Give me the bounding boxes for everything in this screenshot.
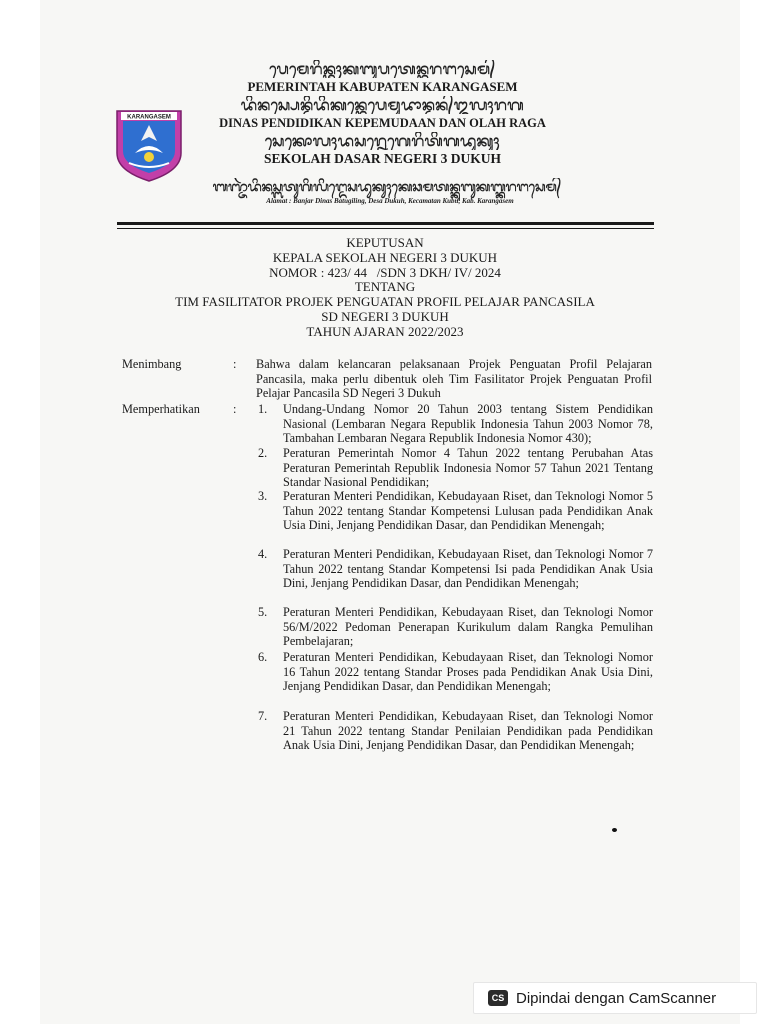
list-item-number: 7.: [258, 709, 268, 723]
title-keputusan: KEPUTUSAN: [346, 235, 424, 250]
letterhead-balinese-script-3: ᬲᬾᬓᭀᬮᬄᬤᬲᬭ᭄ᬦᬾᬕᬾᬭᬶᬢᬶᬕᬤᬸᬓᬸᬄ: [264, 132, 501, 150]
title-issuer: KEPALA SEKOLAH NEGERI 3 DUKUH: [272, 249, 498, 265]
list-item-number: 1.: [258, 402, 268, 416]
letterhead-balinese-script-1: ᬧᬾᬫᬾᬭᬶᬦ᭄ᬢᬄᬓᬩᬸᬧᬢᬾᬦ᭄ᬓᬭᬗᬲᬾᬫ᭄: [269, 60, 496, 78]
karangasem-regency-emblem: [113, 107, 185, 183]
memperhatikan-colon: :: [233, 402, 237, 416]
list-item-text: Peraturan Menteri Pendidikan, Kebudayaan Riset, dan Teknologi Nomor 21 Tahun 2022 tentang Standar Penilaian Pendidikan pada Pendidikan Anak Usia Dini, Jenjang Pendidikan Dasar, dan Pendidikan Menengah;: [283, 709, 653, 753]
list-item-text: Peraturan Menteri Pendidikan, Kebudayaan Riset, dan Teknologi Nomor 7 Tahun 2022 tentang Standar Kompetensi Isi pada Pendidikan Anak Usia Dini, Jenjang Pendidikan Dasar, dan Pendidikan Menengah;: [283, 547, 653, 591]
letterhead-balinese-address: ᬩᬜ᭄ᬚᬃᬤᬶᬦᬲ᭄ᬩᬢᬸᬕᬶᬮᬶᬗ᭄ᬤᬾᬲᬤᬸᬓᬸᬄᬓᬾᬘᬫᬢᬦ᭄ᬓᬸᬩᬸᬓᬩ᭄ᬓᬭᬗᬲᬾᬫ᭄: [212, 180, 562, 195]
camscanner-label: Dipindai dengan CamScanner: [516, 989, 717, 1007]
decree-title: [140, 236, 630, 340]
letterhead-government: PEMERINTAH KABUPATEN KARANGASEM: [247, 79, 518, 94]
title-school: SD NEGERI 3 DUKUH: [321, 308, 449, 324]
title-academic-year: TAHUN AJARAN 2022/2023: [306, 323, 464, 339]
letterhead-address: Alamat : Banjar Dinas Batugiling, Desa Dukuh, Kecamatan Kubu, Kab. Karangasem: [266, 197, 514, 205]
letterhead: [190, 60, 575, 168]
list-item-number: 3.: [258, 489, 268, 503]
list-item-number: 4.: [258, 547, 268, 561]
letterhead-agency: DINAS PENDIDIKAN KEPEMUDAAN DAN OLAH RAGA: [219, 116, 546, 130]
list-item-number: 6.: [258, 650, 268, 664]
title-subject: TIM FASILITATOR PROJEK PENGUATAN PROFIL PELAJAR PANCASILA: [175, 294, 595, 310]
menimbang-colon: :: [233, 357, 237, 371]
camscanner-icon: CS: [488, 990, 508, 1006]
list-item-number: 5.: [258, 605, 268, 619]
ink-speck: [612, 828, 617, 832]
list-item-number: 2.: [258, 446, 268, 460]
logo-text: KARANGASEM: [127, 114, 171, 121]
title-number: NOMOR : 423/ 44 /SDN 3 DKH/ IV/ 2024: [269, 264, 501, 280]
title-tentang: TENTANG: [354, 279, 416, 295]
camscanner-watermark: [473, 982, 757, 1014]
menimbang-label: Menimbang: [122, 357, 182, 371]
list-item-text: Peraturan Menteri Pendidikan, Kebudayaan Riset, dan Teknologi Nomor 5 Tahun 2022 tentang Standar Kompetensi Lulusan pada Pendidikan Anak Usia Dini, Jenjang Pendidikan Dasar, dan Pendidikan Menengah;: [283, 489, 653, 533]
letterhead-balinese-script-2: ᬤᬶᬦᬲ᭄ᬧᬾᬦ᭄ᬤᬶᬤᬶᬓᬦ᭄ᬓᬾᬧᬾᬫᬸᬤᬵᬦ᭄ᬤᬦ᭄ᬑᬮᬄᬭᬕ: [240, 96, 525, 114]
list-item-text: Peraturan Menteri Pendidikan, Kebudayaan Riset, dan Teknologi Nomor 56/M/2022 Pedoman Penerapan Kurikulum dalam Rangka Pemulihan Pembelajaran;: [283, 605, 653, 649]
memperhatikan-label: Memperhatikan: [122, 402, 200, 416]
list-item-text: Peraturan Menteri Pendidikan, Kebudayaan Riset, dan Teknologi Nomor 16 Tahun 2022 tentang Standar Proses pada Pendidikan Anak Usia Dini, Jenjang Pendidikan Dasar, dan Pendidikan Menengah;: [283, 650, 653, 694]
letterhead-divider-thick: [117, 222, 654, 225]
menimbang-text: Bahwa dalam kelancaran pelaksanaan Projek Penguatan Profil Pelajaran Pancasila, maka perlu dibentuk oleh Tim Fasilitator Projek Penguatan Profil Pelajar Pancasila SD Negeri 3 Dukuh: [256, 357, 652, 401]
list-item-text: Peraturan Pemerintah Nomor 4 Tahun 2022 tentang Perubahan Atas Peraturan Pemerintah Republik Indonesia Nomor 57 Tahun 2021 Tentang Standar Nasional Pendidikan;: [283, 446, 653, 490]
letterhead-school: SEKOLAH DASAR NEGERI 3 DUKUH: [263, 151, 502, 166]
list-item-text: Undang-Undang Nomor 20 Tahun 2003 tentang Sistem Pendidikan Nasional (Lembaran Negara Republik Indonesia Tahun 2003 Nomor 78, Tambahan Lembaran Negara Republik Indonesia Nomor 430);: [283, 402, 653, 446]
letterhead-divider-thin: [117, 228, 654, 229]
